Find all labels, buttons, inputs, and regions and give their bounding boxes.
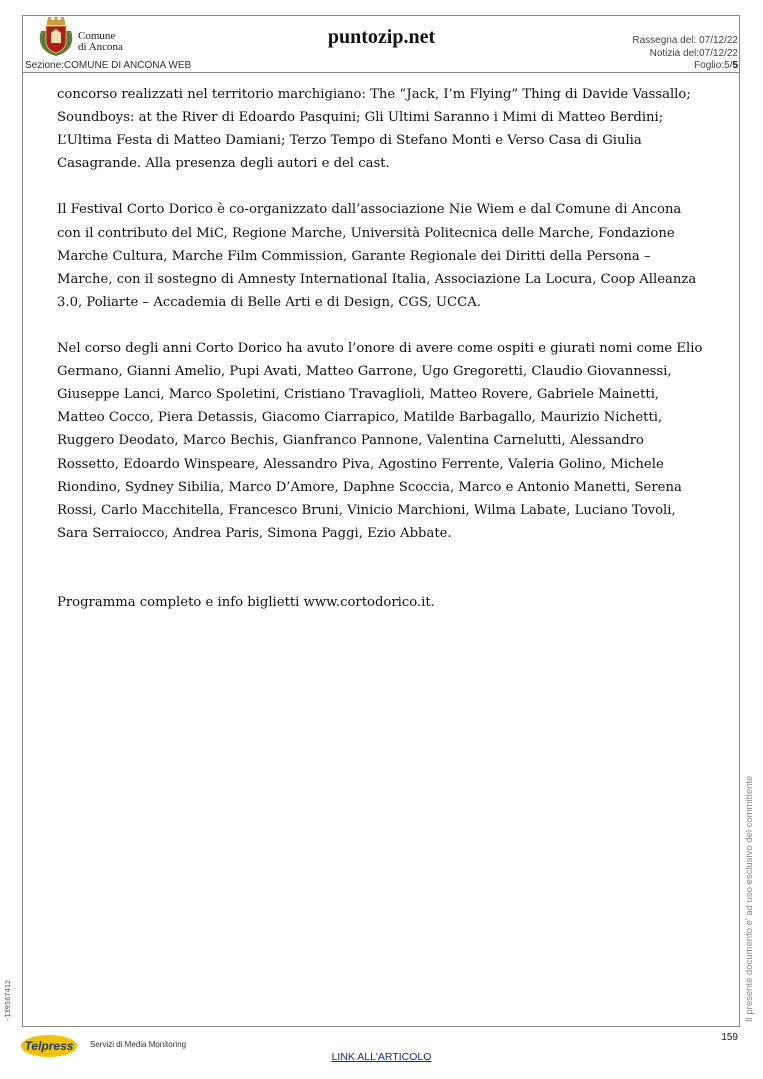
foglio-total: 5 bbox=[732, 60, 738, 71]
notizia-date: Notizia del:07/12/22 bbox=[649, 47, 738, 59]
foglio bbox=[632, 60, 738, 73]
document-code: -139567412 bbox=[4, 979, 12, 1022]
telpress-logo-text: Telpress bbox=[24, 1039, 74, 1053]
article-paragraph: concorso realizzati nel territorio marchigiano: The “Jack, I’m Flying” Thing di Davide Vassallo; Soundboys: at the River di Edoardo Pasquini; Gli Ultimi Saranno i Mimi di Matteo Berdini; L’Ultima Festa di Matteo Damiani; Terzo Tempo di Stefano Monti e Verso Casa di Giulia Casagrande. Alla presenza degli autori e del cast. bbox=[57, 87, 691, 172]
article-link[interactable]: LINK ALL'ARTICOLO bbox=[331, 1051, 432, 1063]
article-paragraph: Il Festival Corto Dorico è co-organizzato dall’associazione Nie Wiem e dal Comune di Ancona con il contributo del MiC, Regione Marche, Università Politecnica delle Marche, Fondazione Marche Cultura, Marche Film Commission, Garante Regionale dei Diritti della Persona – Marche, con il sostegno di Amnesty International Italia, Associazione La Locura, Coop Alleanza 3.0, Poliarte – Accademia di Belle Arti e di Design, CGS, UCCA. bbox=[57, 202, 697, 310]
logo-line-1: Comune bbox=[78, 30, 116, 42]
article-body bbox=[57, 83, 705, 637]
article-paragraph: Programma completo e info biglietti www.cortodorico.it. bbox=[57, 594, 435, 610]
foglio-label: Foglio:5/ bbox=[694, 60, 733, 71]
article-link-wrap bbox=[0, 1051, 763, 1063]
rassegna-date: Rassegna del: 07/12/22 bbox=[632, 35, 738, 46]
servizi-label: Servizi di Media Monitoring bbox=[90, 1040, 187, 1049]
page-number: 159 bbox=[721, 1032, 738, 1043]
side-disclaimer: Il presente documento e' ad uso esclusivo del committente bbox=[744, 775, 755, 1022]
article-paragraph: Nel corso degli anni Corto Dorico ha avuto l’onore di avere come ospiti e giurati nomi come Elio Germano, Gianni Amelio, Pupi Avati, Matteo Garrone, Ugo Gregoretti, Claudio Giovannessi, Giuseppe Lanci, Marco Spoletini, Cristiano Travaglioli, Matteo Rovere, Gabriele Mainetti, Matteo Cocco, Piera Detassis, Giacomo Ciarrapico, Matilde Barbagallo, Maurizio Nichetti, Ruggero Deodato, Marco Bechis, Gianfranco Pannone, Valentina Carnelutti, Alessandro Rossetto, Edoardo Winspeare, Alessandro Piva, Agostino Ferrente, Valeria Golino, Michele Riondino, Sydney Sibilia, Marco D’Amore, Daphne Scoccia, Marco e Antonio Manetti, Serena Rossi, Carlo Macchitella, Francesco Bruni, Vinicio Marchioni, Wilma Labate, Luciano Tovoli, Sara Serraiocco, Andrea Paris, Simona Paggi, Ezio Abbate. bbox=[57, 341, 703, 541]
sezione-label: Sezione:COMUNE DI ANCONA WEB bbox=[25, 60, 192, 71]
logo-line-2: di Ancona bbox=[78, 41, 123, 53]
site-name: puntozip.net bbox=[327, 26, 436, 48]
header-meta bbox=[632, 35, 738, 73]
